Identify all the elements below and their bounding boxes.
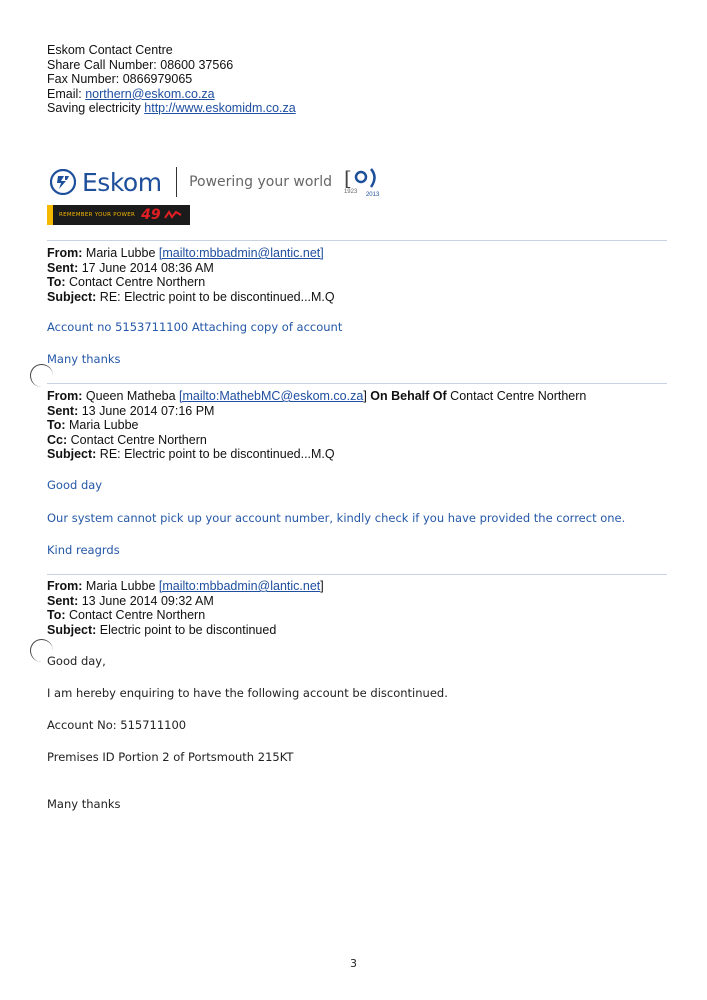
from-link-close: ] [363, 389, 367, 403]
email-from-line [47, 579, 324, 594]
sent-value: 13 June 2014 07:16 PM [81, 403, 215, 418]
email-to-line [47, 418, 586, 433]
sent-label: Sent: [47, 593, 79, 608]
email-body-line: Good day [47, 478, 103, 492]
banner-number: 49 [141, 207, 161, 223]
to-value: Maria Lubbe [69, 418, 139, 432]
sent-label: Sent: [47, 403, 79, 418]
cc-value: Contact Centre Northern [70, 432, 207, 447]
remember-your-power-banner [47, 205, 190, 225]
signature-share-call: Share Call Number: 08600 37566 [47, 57, 234, 72]
signature-org: Eskom Contact Centre [47, 43, 173, 57]
anniversary-90-icon [344, 165, 382, 191]
cc-label: Cc: [47, 432, 68, 447]
email-body-line: Our system cannot pick up your account number, kindly check if you have provided the correct one. [47, 511, 626, 525]
from-mailto-link[interactable]: [mailto:MathebMC@eskom.co.za [179, 389, 364, 403]
from-mailto-link[interactable]: [mailto:mbbadmin@lantic.net] [158, 246, 324, 260]
from-name: Maria Lubbe [85, 246, 159, 260]
to-value: Contact Centre Northern [69, 275, 206, 289]
from-link-close: ] [320, 579, 324, 593]
from-mailto-link[interactable]: [mailto:mbbadmin@lantic.net [158, 579, 321, 593]
anniversary-year-end: 2013 [365, 192, 380, 198]
banner-wave-icon [164, 210, 182, 220]
sent-value: 17 June 2014 08:36 AM [81, 260, 214, 275]
email-subject-line [47, 290, 335, 305]
signature-saving-line [47, 101, 296, 116]
signature-email-link[interactable]: northern@eskom.co.za [85, 86, 215, 101]
from-label: From: [47, 389, 83, 403]
email-from-line [47, 389, 586, 404]
signature-fax: Fax Number: 0866979065 [47, 72, 193, 87]
email-from-line [47, 246, 335, 261]
email-body-line: Many thanks [47, 352, 121, 366]
email-to-line [47, 608, 324, 623]
subject-value: RE: Electric point to be discontinued...M.Q [99, 447, 335, 461]
from-label: From: [47, 246, 83, 260]
eskom-emblem-icon [50, 169, 76, 195]
email-cc-line [47, 433, 586, 448]
eskom-wordmark: Eskom [82, 167, 162, 197]
email-body-line: Account no 5153711100 Attaching copy of account [47, 320, 343, 334]
signature-block [47, 43, 296, 116]
to-value: Contact Centre Northern [69, 608, 206, 622]
logo-divider [176, 167, 178, 197]
email-separator [47, 240, 667, 241]
from-label: From: [47, 579, 83, 593]
signature-email-line [47, 87, 296, 102]
to-label: To: [47, 418, 66, 432]
email-body-line: Premises ID Portion 2 of Portsmouth 215KT [47, 750, 294, 764]
on-behalf-label: On Behalf Of [370, 389, 447, 403]
sent-value: 13 June 2014 09:32 AM [81, 593, 214, 608]
email-body-line: Account No: 515711100 [47, 718, 187, 732]
svg-text:[: [ [343, 166, 352, 190]
banner-text: REMEMBER YOUR POWER [59, 212, 136, 218]
email-sent-line [47, 594, 324, 609]
signature-saving-link[interactable]: http://www.eskomidm.co.za [144, 101, 296, 116]
email-body-line: Kind reagrds [47, 543, 120, 557]
subject-value: Electric point to be discontinued [99, 622, 277, 637]
email-header-2 [47, 389, 586, 462]
email-subject-line [47, 623, 324, 638]
email-body-line: Many thanks [47, 797, 121, 811]
email-sent-line [47, 261, 335, 276]
email-separator [47, 383, 667, 384]
page-number: 3 [350, 957, 357, 970]
email-subject-line [47, 447, 586, 462]
subject-label: Subject: [47, 447, 97, 461]
subject-label: Subject: [47, 289, 97, 304]
on-behalf-value: Contact Centre Northern [450, 389, 587, 403]
subject-value: RE: Electric point to be discontinued...M.Q [99, 289, 335, 304]
email-to-line [47, 275, 335, 290]
signature-saving-label: Saving electricity [47, 101, 145, 116]
sent-label: Sent: [47, 260, 79, 275]
anniversary-year-start: 1923 [343, 189, 358, 195]
eskom-logo [50, 162, 382, 202]
email-header-3 [47, 579, 324, 637]
from-name: Maria Lubbe [85, 579, 159, 593]
signature-email-label: Email: [47, 86, 86, 101]
to-label: To: [47, 608, 66, 622]
from-name: Queen Matheba [85, 389, 180, 403]
email-header-1 [47, 246, 335, 304]
email-sent-line [47, 404, 586, 419]
email-separator [47, 574, 667, 575]
logo-tagline: Powering your world [189, 174, 332, 190]
email-body-line: I am hereby enquiring to have the following account be discontinued. [47, 686, 448, 700]
email-body-line: Good day, [47, 654, 106, 668]
subject-label: Subject: [47, 622, 97, 637]
to-label: To: [47, 275, 66, 289]
anniversary-emblem [344, 165, 382, 199]
